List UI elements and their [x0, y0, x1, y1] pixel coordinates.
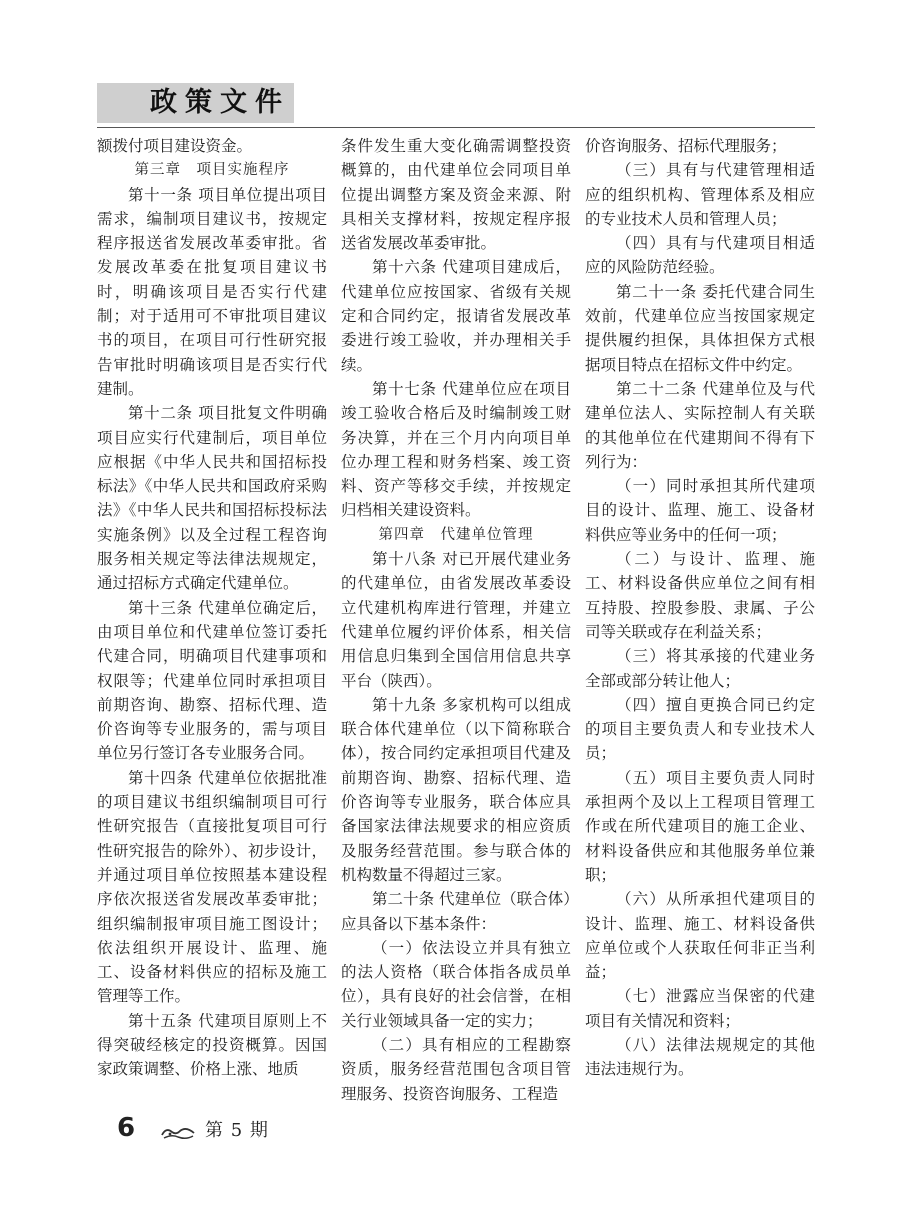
paragraph: 第二十条 代建单位（联合体）应具备以下基本条件： [341, 890, 571, 933]
issue-label: 第 5 期 [205, 1120, 269, 1141]
stylized-ornament-icon [160, 1125, 196, 1141]
paragraph: 条件发生重大变化确需调整投资概算的，由代建单位会同项目单位提出调整方案及资金来源、附具相关支撑材料，按规定程序报送省发展改革委审批。 [341, 137, 571, 253]
paragraph: 第二十一条 委托代建合同生效前，代建单位应当按国家规定提供履约担保，具体担保方式根据项目特点在招标文件中约定。 [585, 282, 815, 374]
paragraph: （八）法律法规规定的其他违法违规行为。 [585, 1035, 815, 1079]
page-number: 6 [117, 1113, 136, 1143]
paragraph: 第十四条 代建单位依据批准的项目建议书组织编制项目可行性研究报告（直接批复项目可行性研究报告的除外）、初步设计，并通过项目单位按照基本建设程序依次报送省发展改革委审批；组织编制报审项目施工图设计；依法组织开展设计、监理、施工、设备材料供应的招标及施工管理等工作。 [97, 768, 327, 1006]
text-column-3 [585, 134, 815, 1082]
paragraph: 第十九条 多家机构可以组成联合体代建单位（以下简称联合体），按合同约定承担项目代建及前期咨询、勘察、招标代理、造价咨询等专业服务，联合体应具备国家法律法规要求的相应资质及服务经营范围。参与联合体的机构数量不得超过三家。 [341, 695, 571, 884]
text-column-2 [341, 134, 571, 1106]
paragraph: （三）将其承接的代建业务全部或部分转让他人； [585, 647, 815, 690]
paragraph: 第十六条 代建项目建成后，代建单位应按国家、省级有关规定和合同约定，报请省发展改革委进行竣工验收，并办理相关手续。 [341, 258, 571, 374]
paragraph: （六）从所承担代建项目的设计、监理、施工、材料设备供应单位或个人获取任何非正当利益； [585, 890, 815, 982]
paragraph: （一）依法设立并具有独立的法人资格（联合体指各成员单位），具有良好的社会信誉，在相关行业领域具备一定的实力； [341, 938, 571, 1030]
text-column-1 [97, 134, 327, 1082]
paragraph: 第十七条 代建单位应在项目竣工验收合格后及时编制竣工财务决算，并在三个月内向项目单位办理工程和财务档案、竣工资料、资产等移交手续，并按规定归档相关建设资料。 [341, 379, 571, 520]
paragraph: 第十三条 代建单位确定后，由项目单位和代建单位签订委托代建合同，明确项目代建事项和权限等；代建单位同时承担项目前期咨询、勘察、招标代理、造价咨询等专业服务的，需与项目单位另行签订各专业服务合同。 [97, 598, 327, 763]
paragraph: （四）擅自更换合同已约定的项目主要负责人和专业技术人员； [585, 695, 815, 763]
paragraph: （四）具有与代建项目相适应的风险防范经验。 [585, 234, 815, 277]
paragraph: （二）与设计、监理、施工、材料设备供应单位之间有相互持股、控股参股、隶属、子公司等关联或存在利益关系； [585, 550, 815, 641]
header-rule [97, 127, 815, 128]
paragraph: 价咨询服务、招标代理服务； [585, 137, 787, 155]
section-title: 政策文件 [150, 87, 290, 118]
chapter-heading: 第四章 代建单位管理 [378, 526, 534, 543]
paragraph: 第十五条 代建项目原则上不得突破经核定的投资概算。因国家政策调整、价格上涨、地质 [97, 1011, 327, 1079]
paragraph: （二）具有相应的工程勘察资质，服务经营范围包含项目管理服务、投资咨询服务、工程造 [341, 1035, 571, 1103]
paragraph: 第十一条 项目单位提出项目需求，编制项目建议书，按规定程序报送省发展改革委审批。省发展改革委在批复项目建议书时，明确该项目是否实行代建制；对于适用可不审批项目建议书的项目，在项目可行性研究报告审批时明确该项目是否实行代建制。 [97, 185, 327, 398]
paragraph: （三）具有与代建管理相适应的组织机构、管理体系及相应的专业技术人员和管理人员； [585, 161, 815, 228]
paragraph: （五）项目主要负责人同时承担两个及以上工程项目管理工作或在所代建项目的施工企业、材料设备供应和其他服务单位兼职； [585, 768, 815, 884]
paragraph: 第十八条 对已开展代建业务的代建单位，由省发展改革委设立代建机构库进行管理，并建立代建单位履约评价体系，相关信用信息归集到全国信用信息共享平台（陕西）。 [341, 550, 571, 690]
paragraph: 额拨付项目建设资金。 [97, 137, 253, 155]
paragraph: 第二十二条 代建单位及与代建单位法人、实际控制人有关联的其他单位在代建期间不得有下列行为： [585, 379, 815, 471]
chapter-heading: 第三章 项目实施程序 [134, 162, 290, 179]
paragraph: （七）泄露应当保密的代建项目有关情况和资料； [585, 987, 815, 1030]
paragraph: （一）同时承担其所代建项目的设计、监理、施工、设备材料供应等业务中的任何一项； [585, 477, 815, 544]
paragraph: 第十二条 项目批复文件明确项目应实行代建制后，项目单位应根据《中华人民共和国招标投标法》《中华人民共和国政府采购法》《中华人民共和国招标投标法实施条例》以及全过程工程咨询服务相关规定等法律法规规定，通过招标方式确定代建单位。 [97, 404, 327, 593]
